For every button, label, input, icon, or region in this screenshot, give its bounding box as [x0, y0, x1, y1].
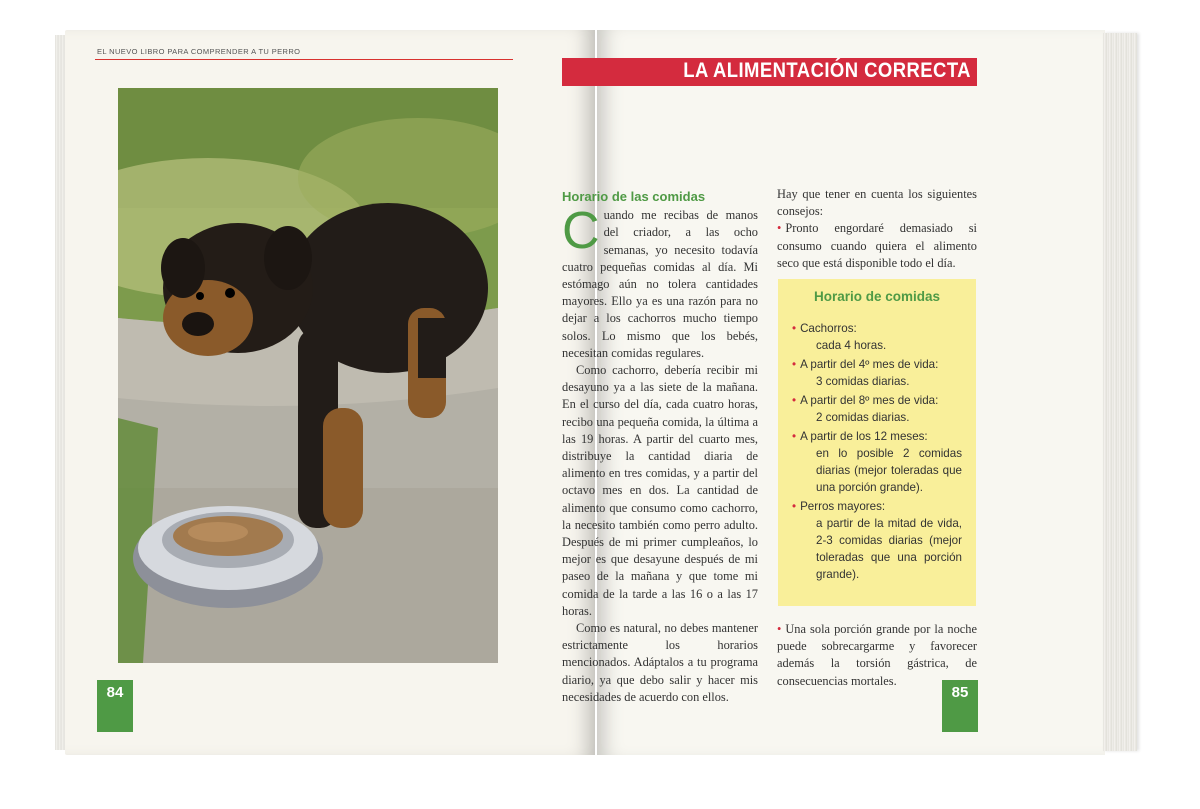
paragraph-2: Como cachorro, debería recibir mi desayuno ya a las siete de la mañana. En el curso del día, cada cuatro horas, recibo una pequeña comida, la última a las 19 horas. A partir del cuarto mes, distribuye la cantidad diaria de alimento en tres comidas, y a partir del octavo mes en dos. La cantidad de alimento que consumo como cachorro, la necesito también como perro adulto. Después de mi primer cumpleaños, lo mejor es que desayune después de mi paseo de la mañana y que tome mi comida de la tarde a las 16 o a las 17 horas. — [562, 363, 758, 618]
paragraph-3: Como es natural, no debes mantener estrictamente los horarios mencionados. Adáptalos a tu programa diario, ya que debo salir y hacer mis necesidades de acuerdo con ellos. — [562, 621, 758, 704]
box-item-label: • Cachorros: — [792, 322, 857, 335]
page-number-left: 84 — [97, 680, 133, 732]
advice-item-1-text: Pronto engordaré demasiado si consumo cuando quiera el alimento seco que está disponible todo el día. — [777, 221, 977, 270]
section-title: LA ALIMENTACIÓN CORRECTA — [683, 59, 971, 82]
section-title-banner — [562, 58, 977, 86]
bullet-icon: • — [777, 622, 782, 636]
box-item-label: • A partir del 4º mes de vida: — [792, 358, 939, 371]
advice-item-1 — [777, 220, 977, 272]
bullet-icon: • — [792, 394, 797, 407]
article-heading: Horario de las comidas — [562, 189, 706, 204]
bullet-icon: • — [792, 430, 797, 443]
bullet-icon: • — [792, 500, 797, 513]
box-item-label: • A partir del 8º mes de vida: — [792, 394, 939, 407]
text-column-left — [562, 188, 758, 706]
right-page-edges — [1103, 33, 1137, 751]
box-item-detail: 2 comidas diarias. — [816, 411, 910, 424]
bullet-icon: • — [792, 322, 797, 335]
advice-item-2-text: Una sola porción grande por la noche puede sobrecargarme y favorecer además la torsión gástrica, de consecuencias mortales. — [777, 622, 977, 688]
paragraph-1 — [562, 202, 758, 362]
page-number-right: 85 — [942, 680, 978, 732]
box-item-label: • Perros mayores: — [792, 500, 886, 513]
running-head: EL NUEVO LIBRO PARA COMPRENDER A TU PERRO — [97, 47, 301, 56]
box-item-detail: en lo posible 2 comidas diarias (mejor toleradas que una porción grande). — [816, 447, 962, 494]
puppy-photo — [118, 88, 498, 663]
running-head-rule — [95, 59, 513, 60]
bullet-icon: • — [777, 221, 782, 236]
box-item-detail: a partir de la mitad de vida, 2-3 comidas diarias (mejor toleradas que una porción grande). — [816, 517, 962, 581]
box-item-label: • A partir de los 12 meses: — [792, 430, 928, 443]
advice-intro: Hay que tener en cuenta los siguientes consejos: — [777, 187, 977, 219]
box-item-detail: cada 4 horas. — [816, 339, 887, 352]
meal-schedule-box — [778, 279, 976, 606]
paragraph-1-text: uando me recibas de manos del criador, a las ocho semanas, yo necesito todavía cuatro pequeñas comidas al día. Mi estómago aún no tolera cantidades mayores. Ello ya es una razón para no dejar a los cachorros mucho tiempo solos. Lo mismo que los bebés, necesitan comidas regulares. — [562, 208, 758, 360]
dropcap-letter: C — [562, 202, 600, 261]
bullet-icon: • — [792, 358, 797, 371]
box-title: Horario de comidas — [813, 289, 941, 304]
box-item-detail: 3 comidas diarias. — [816, 375, 910, 388]
text-column-right — [777, 186, 977, 272]
